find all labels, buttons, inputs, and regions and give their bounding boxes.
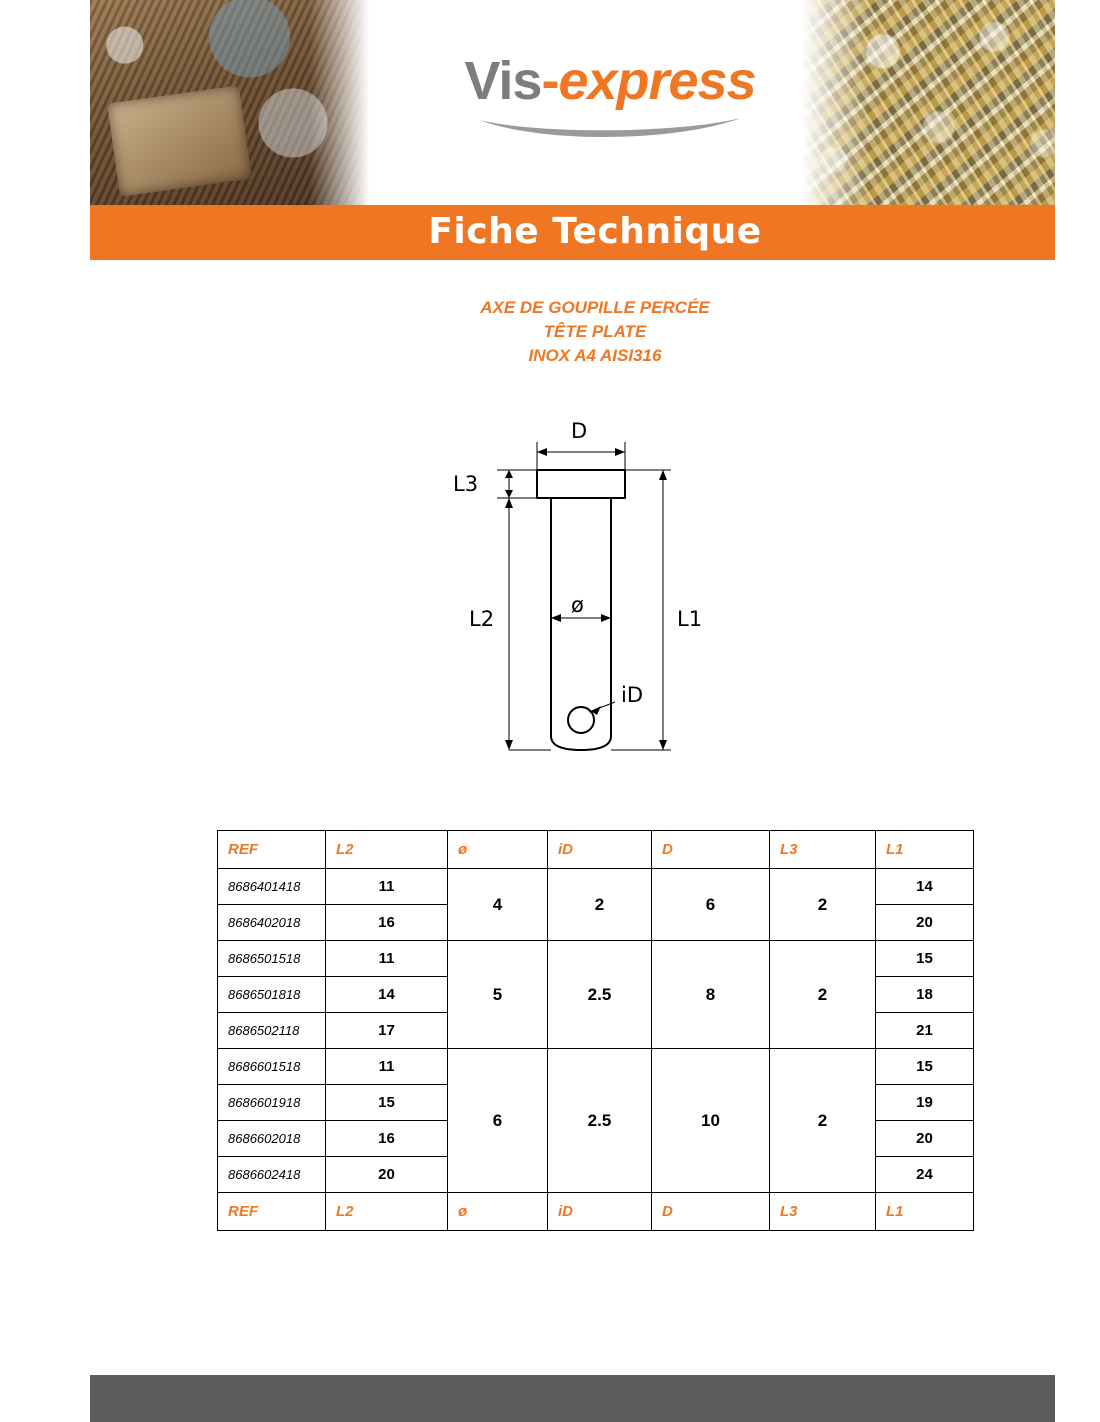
table-footer-diameter: ø [448, 1193, 548, 1231]
cell-l1: 24 [876, 1157, 974, 1193]
cell-l2: 14 [326, 977, 448, 1013]
cell-l2: 11 [326, 941, 448, 977]
table-row [218, 1049, 974, 1085]
cell-diameter: 5 [448, 941, 548, 1049]
spec-table [217, 830, 974, 1231]
spec-table-container [217, 830, 973, 1231]
cell-diameter: 6 [448, 1049, 548, 1193]
cell-l2: 11 [326, 1049, 448, 1085]
cell-l2: 20 [326, 1157, 448, 1193]
brand-logo-suffix: express [558, 51, 756, 111]
table-header-l3: L3 [770, 831, 876, 869]
table-footer-l3: L3 [770, 1193, 876, 1231]
table-row [218, 941, 974, 977]
cell-l1: 15 [876, 941, 974, 977]
cell-id: 2.5 [548, 941, 652, 1049]
cell-l2: 16 [326, 1121, 448, 1157]
table-footer-l1: L1 [876, 1193, 974, 1231]
cell-l3: 2 [770, 1049, 876, 1193]
drawing-label-D: D [571, 420, 588, 443]
table-footer-l2: L2 [326, 1193, 448, 1231]
cell-diameter: 4 [448, 869, 548, 941]
cell-l1: 20 [876, 905, 974, 941]
cell-l1: 20 [876, 1121, 974, 1157]
cell-ref: 8686601518 [218, 1049, 326, 1085]
cell-id: 2 [548, 869, 652, 941]
photo-workshop-tools [90, 0, 380, 205]
cell-ref: 8686602418 [218, 1157, 326, 1193]
product-title-line-1: AXE DE GOUPILLE PERCÉE [480, 298, 710, 317]
table-row [218, 869, 974, 905]
page-margin-left [0, 0, 45, 1422]
drawing-label-inner-diameter: iD [621, 683, 644, 707]
cell-l2: 16 [326, 905, 448, 941]
drawing-label-diameter: ø [571, 593, 584, 617]
table-header-l2: L2 [326, 831, 448, 869]
table-header-l1: L1 [876, 831, 974, 869]
cell-d: 6 [652, 869, 770, 941]
table-footer-id: iD [548, 1193, 652, 1231]
cell-l2: 15 [326, 1085, 448, 1121]
table-header-d: D [652, 831, 770, 869]
product-title-line-3: INOX A4 AISI316 [528, 346, 662, 365]
drawing-label-L1: L1 [677, 607, 703, 631]
table-footer-ref: REF [218, 1193, 326, 1231]
drawing-label-L2: L2 [469, 607, 495, 631]
brand-logo-text [445, 50, 775, 112]
table-footer-d: D [652, 1193, 770, 1231]
cell-ref: 8686601918 [218, 1085, 326, 1121]
cell-d: 10 [652, 1049, 770, 1193]
cell-l1: 15 [876, 1049, 974, 1085]
photo-fade [310, 0, 380, 205]
table-header-diameter: ø [448, 831, 548, 869]
section-banner [90, 205, 1100, 260]
cell-l1: 21 [876, 1013, 974, 1049]
cell-ref: 8686402018 [218, 905, 326, 941]
page-header [90, 0, 1100, 205]
cell-ref: 8686501518 [218, 941, 326, 977]
brand-logo-main: Vis [464, 51, 542, 111]
table-header-row [218, 831, 974, 869]
page-footer [90, 1375, 1100, 1422]
photo-screws [790, 0, 1100, 205]
page-margin-right [1055, 0, 1100, 1422]
cell-l1: 18 [876, 977, 974, 1013]
cell-d: 8 [652, 941, 770, 1049]
cell-l3: 2 [770, 941, 876, 1049]
cell-ref: 8686401418 [218, 869, 326, 905]
section-banner-title: Fiche Technique [428, 211, 762, 252]
cell-id: 2.5 [548, 1049, 652, 1193]
product-title-line-2: TÊTE PLATE [543, 322, 647, 341]
brand-swoosh-icon [475, 114, 745, 140]
table-header-ref: REF [218, 831, 326, 869]
drawing-label-L3: L3 [453, 472, 479, 496]
cell-l1: 14 [876, 869, 974, 905]
cell-l1: 19 [876, 1085, 974, 1121]
table-header-id: iD [548, 831, 652, 869]
cell-l2: 11 [326, 869, 448, 905]
cell-l3: 2 [770, 869, 876, 941]
cell-l2: 17 [326, 1013, 448, 1049]
table-footer-row [218, 1193, 974, 1231]
page-title [90, 296, 1100, 368]
brand-logo-dash: - [541, 51, 559, 111]
photo-fade [790, 0, 870, 205]
cell-ref: 8686602018 [218, 1121, 326, 1157]
cell-ref: 8686502118 [218, 1013, 326, 1049]
cell-ref: 8686501818 [218, 977, 326, 1013]
brand-logo [445, 50, 775, 140]
technical-drawing [425, 420, 765, 780]
